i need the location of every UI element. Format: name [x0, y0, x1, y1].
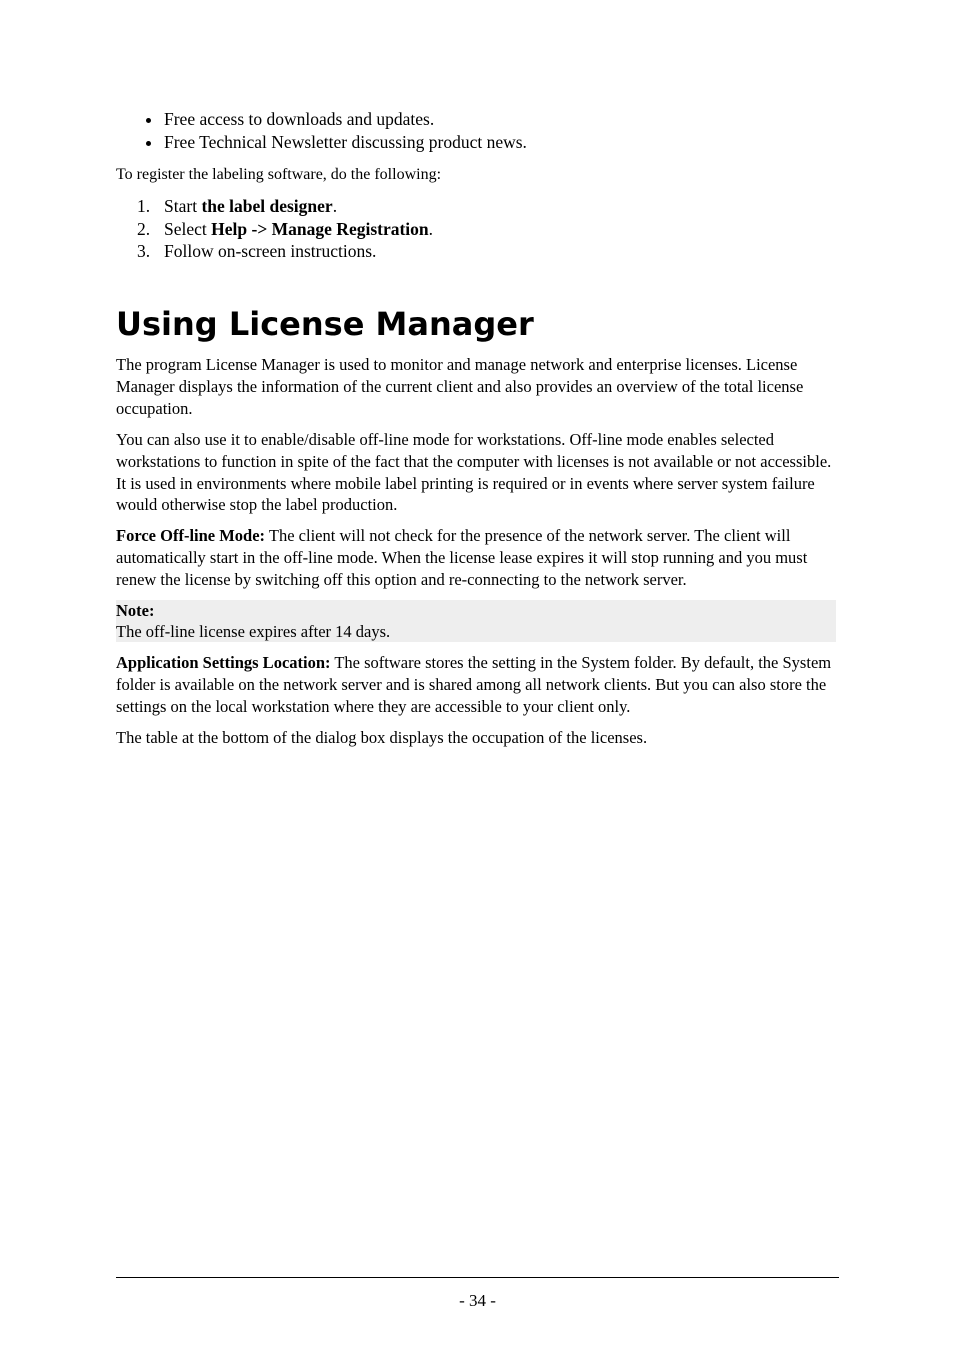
- paragraph-app-settings: [116, 652, 839, 717]
- step-number: 1.: [137, 196, 151, 216]
- step-prefix: Start: [164, 196, 202, 216]
- benefits-list: [116, 108, 527, 154]
- note-box: [116, 600, 836, 642]
- step-number: 2.: [137, 218, 151, 239]
- paragraph-intro: The program License Manager is used to monitor and manage network and enterprise licenses. License Manager displays the information of the current client and also provides an overview of the total license occupation.: [116, 355, 804, 418]
- page-number: - 34 -: [459, 1291, 496, 1310]
- step-item: [116, 218, 433, 241]
- bullet-icon: [146, 118, 151, 123]
- step-bold: Help -> Manage Registration: [211, 218, 429, 239]
- step-number: 3.: [137, 241, 151, 261]
- step-prefix: Select: [164, 218, 212, 239]
- step-suffix: .: [428, 218, 434, 239]
- section-heading: Using License Manager: [116, 305, 534, 343]
- footer-divider: [116, 1277, 839, 1278]
- registration-steps: [116, 195, 433, 263]
- list-item-text: Free access to downloads and updates.: [164, 109, 435, 129]
- force-offline-label: Force Off-line Mode:: [116, 526, 266, 545]
- step-item: [116, 195, 433, 218]
- list-item: [116, 131, 527, 154]
- register-intro: To register the labeling software, do the following:: [116, 166, 442, 183]
- step-suffix: .: [332, 196, 338, 216]
- note-text: The off-line license expires after 14 days.: [116, 622, 391, 641]
- step-prefix: Follow on-screen instructions.: [164, 241, 377, 261]
- paragraph-table-info: The table at the bottom of the dialog box displays the occupation of the licenses.: [116, 728, 648, 747]
- app-settings-label: Application Settings Location:: [116, 653, 331, 672]
- paragraph-offline: You can also use it to enable/disable off-line mode for workstations. Off-line mode enables selected workstations to function in spite of the fact that the computer with licenses is not available or not accessible. It is used in environments where mobile label printing is required or in events where server system failure would otherwise stop the label production.: [116, 430, 832, 515]
- list-item: [116, 108, 527, 131]
- force-offline-text: The client will not check for the presence of the network server. The client will automatically start in the off-line mode. When the license lease expires it will stop running and you must renew the license by switching off this option and re-connecting to the network server.: [116, 526, 808, 589]
- paragraph-force-offline: [116, 525, 839, 590]
- step-bold: the label designer: [201, 196, 333, 216]
- step-item: [116, 240, 433, 263]
- note-title: Note:: [116, 601, 155, 620]
- app-settings-text: The software stores the setting in the System folder. By default, the System folder is available on the network server and is shared among all network clients. But you can also store the settings on the local workstation where they are accessible to your client only.: [116, 653, 832, 716]
- list-item-text: Free Technical Newsletter discussing product news.: [164, 132, 527, 152]
- bullet-icon: [146, 141, 151, 146]
